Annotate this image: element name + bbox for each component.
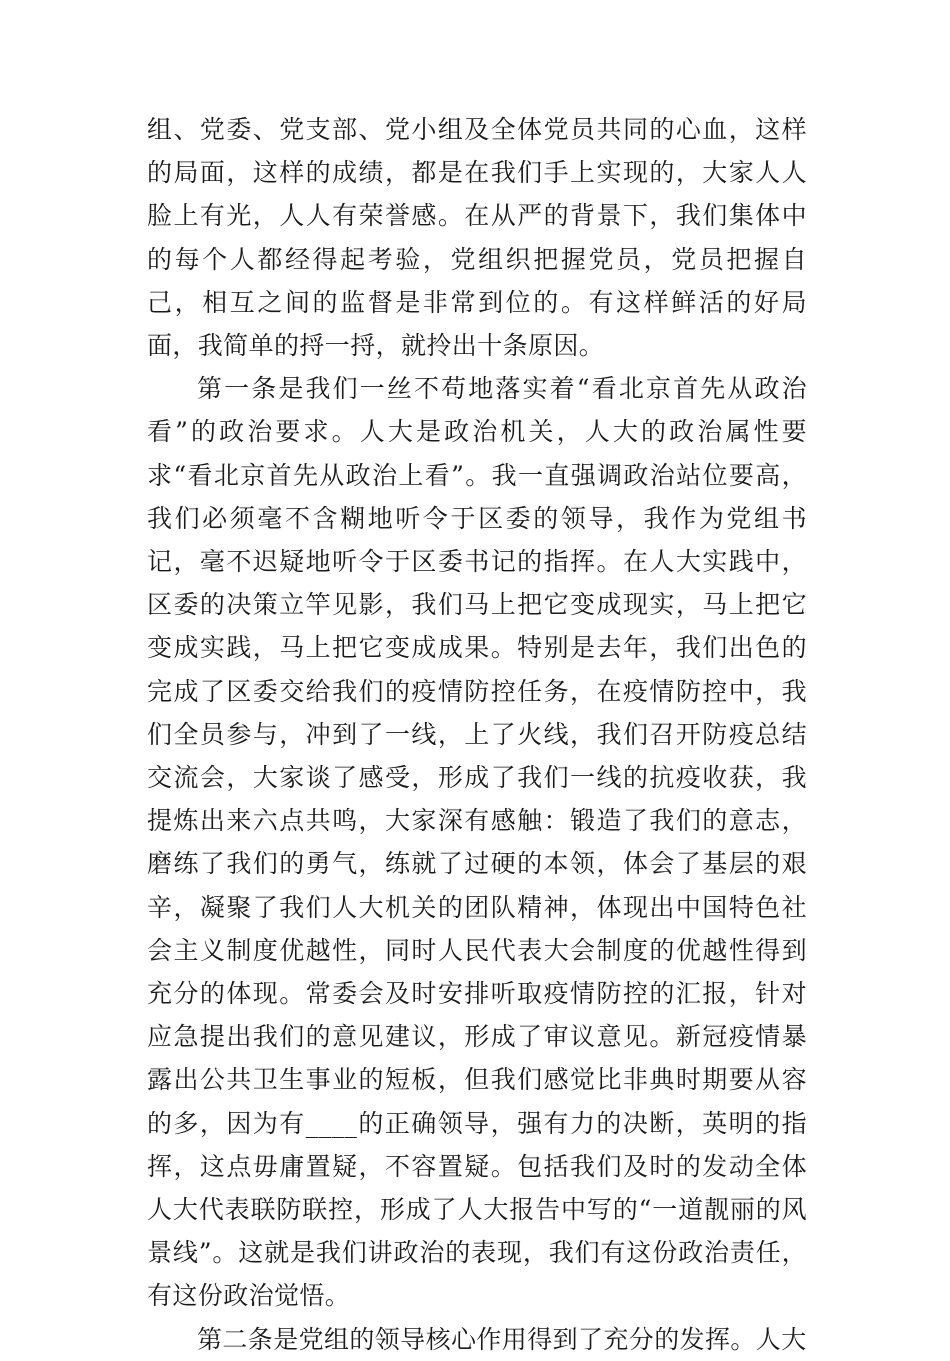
paragraph-first-reason: 第一条是我们一丝不苟地落实着“看北京首先从政治看”的政治要求。人大是政治机关，人大的政治属性要求“看北京首先从政治上看”。我一直强调政治站位要高，我们必须毫不含糊地听令于区委的领导，我作为党组书记，毫不迟疑地听令于区委书记的指挥。在人大实践中，区委的决策立竿见影，我们马上把它变成现实，马上把它变成实践，马上把它变成成果。特别是去年，我们出色的完成了区委交给我们的疫情防控任务，在疫情防控中，我们全员参与，冲到了一线，上了火线，我们召开防疫总结交流会，大家谈了感受，形成了我们一线的抗疫收获，我提炼出来六点共鸣，大家深有感触：锻造了我们的意志，磨练了我们的勇气，练就了过硬的本领，体会了基层的艰辛，凝聚了我们人大机关的团队精神，体现出中国特色社会主义制度优越性，同时人民代表大会制度的优越性得到充分的体现。常委会及时安排听取疫情防控的汇报，针对应急提出我们的意见建议，形成了审议意见。新冠疫情暴露出公共卫生事业的短板，但我们感觉比非典时期要从容的多，因为有____的正确领导，强有力的决断，英明的指挥，这点毋庸置疑，不容置疑。包括我们及时的发动全体人大代表联防联控，形成了人大报告中写的“一道靓丽的风景线”。这就是我们讲政治的表现，我们有这份政治责任，有这份政治觉悟。 — [147, 374, 807, 1311]
paragraph-second-reason: 第二条是党组的领导核心作用得到了充分的发挥。人大 — [197, 1324, 807, 1354]
paragraph-continuation: 组、党委、党支部、党小组及全体党员共同的心血，这样的局面，这样的成绩，都是在我们手上实现的，大家人人脸上有光，人人有荣誉感。在从严的背景下，我们集体中的每个人都经得起考验，党组织把握党员，党员把握自己，相互之间的监督是非常到位的。有这样鲜活的好局面，我简单的捋一捋，就拎出十条原因。 — [147, 115, 807, 361]
document-body — [147, 108, 807, 1361]
